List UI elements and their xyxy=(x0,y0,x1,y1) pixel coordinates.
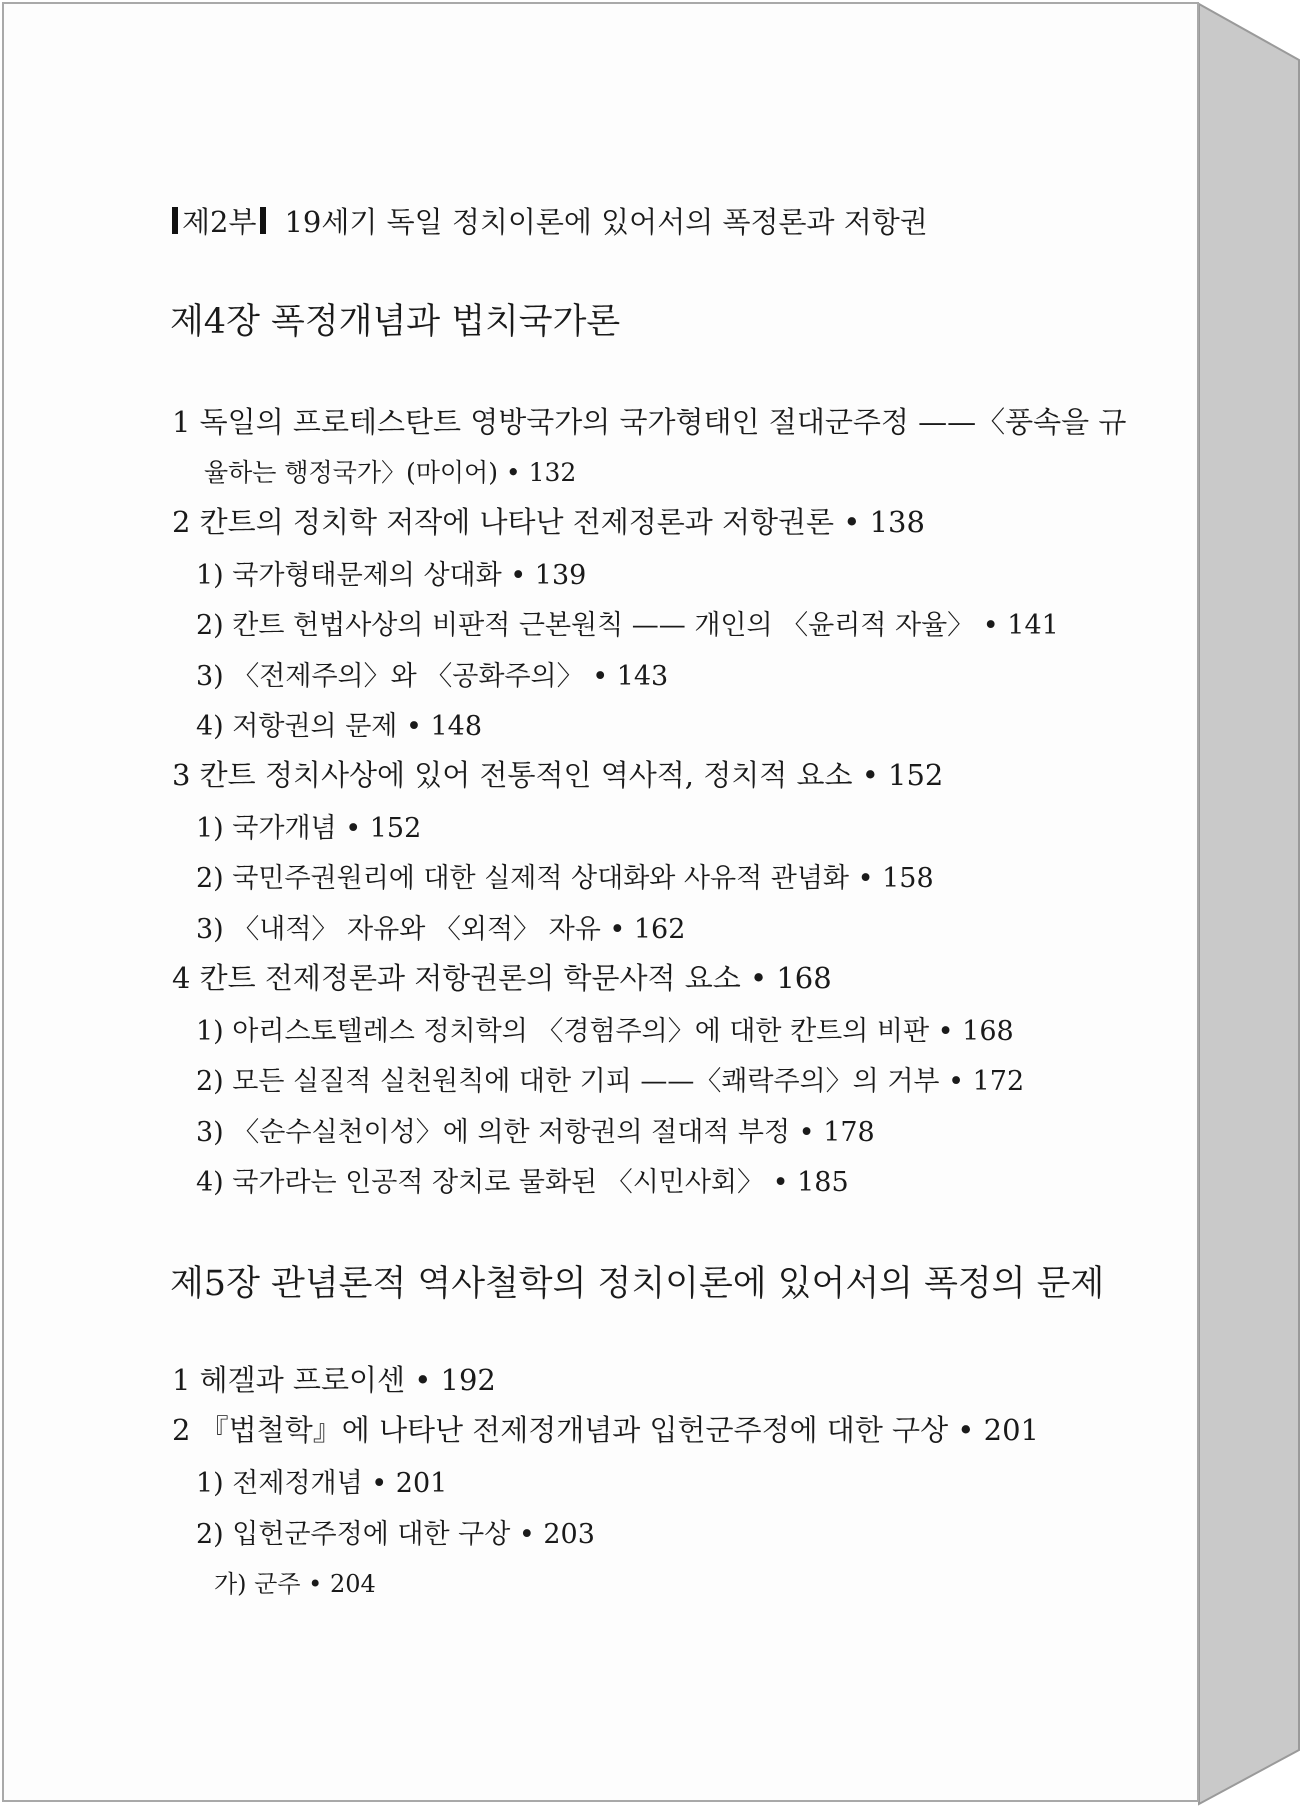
part-heading xyxy=(168,200,928,241)
toc-entry: 2 칸트의 정치학 저작에 나타난 전제정론과 저항권론 • 138 xyxy=(172,505,925,539)
toc-subsubentry: 가) 군주 • 204 xyxy=(214,1570,376,1598)
toc-subentry: 2) 모든 실질적 실천원칙에 대한 기피 ——〈쾌락주의〉의 거부 • 172 xyxy=(196,1066,1025,1097)
toc-subentry: 3) 〈내적〉 자유와 〈외적〉 자유 • 162 xyxy=(196,914,686,945)
toc-subentry: 3) 〈순수실천이성〉에 의한 저항권의 절대적 부정 • 178 xyxy=(196,1117,875,1148)
book-page xyxy=(2,2,1199,1802)
toc-subentry: 2) 국민주권원리에 대한 실제적 상대화와 사유적 관념화 • 158 xyxy=(196,863,934,894)
toc-subentry: 4) 저항권의 문제 • 148 xyxy=(196,711,482,742)
part-number: 제2부 xyxy=(182,205,257,239)
toc-subentry: 1) 국가개념 • 152 xyxy=(196,813,422,844)
chapter-5-title: 제5장 관념론적 역사철학의 정치이론에 있어서의 폭정의 문제 xyxy=(170,1264,1105,1304)
toc-entry-continuation: 율하는 행정국가〉(마이어) • 132 xyxy=(204,458,577,487)
toc-entry: 2 『법철학』에 나타난 전제정개념과 입헌군주정에 대한 구상 • 201 xyxy=(172,1413,1039,1447)
toc-subentry: 1) 전제정개념 • 201 xyxy=(196,1468,448,1499)
toc-entry: 1 독일의 프로테스탄트 영방국가의 국가형태인 절대군주정 ——〈풍속을 규 xyxy=(172,405,1127,439)
toc-entry: 3 칸트 정치사상에 있어 전통적인 역사적, 정치적 요소 • 152 xyxy=(172,758,944,792)
toc-subentry: 2) 입헌군주정에 대한 구상 • 203 xyxy=(196,1519,595,1550)
toc-subentry: 1) 국가형태문제의 상대화 • 139 xyxy=(196,560,587,591)
toc-subentry: 3) 〈전제주의〉와 〈공화주의〉 • 143 xyxy=(196,661,669,692)
chapter-4-title: 제4장 폭정개념과 법치국가론 xyxy=(170,302,621,342)
marker-bar-icon xyxy=(172,207,178,234)
toc-subentry: 2) 칸트 헌법사상의 비판적 근본원칙 —— 개인의 〈윤리적 자율〉 • 141 xyxy=(196,610,1059,641)
part-title: 19세기 독일 정치이론에 있어서의 폭정론과 저항권 xyxy=(284,205,928,239)
part-marker xyxy=(168,200,270,241)
toc-entry: 4 칸트 전제정론과 저항권론의 학문사적 요소 • 168 xyxy=(172,961,832,995)
toc-subentry: 4) 국가라는 인공적 장치로 물화된 〈시민사회〉 • 185 xyxy=(196,1167,849,1198)
marker-bar-icon xyxy=(260,207,266,234)
toc-subentry: 1) 아리스토텔레스 정치학의 〈경험주의〉에 대한 칸트의 비판 • 168 xyxy=(196,1016,1014,1047)
toc-entry: 1 헤겔과 프로이센 • 192 xyxy=(172,1363,496,1397)
